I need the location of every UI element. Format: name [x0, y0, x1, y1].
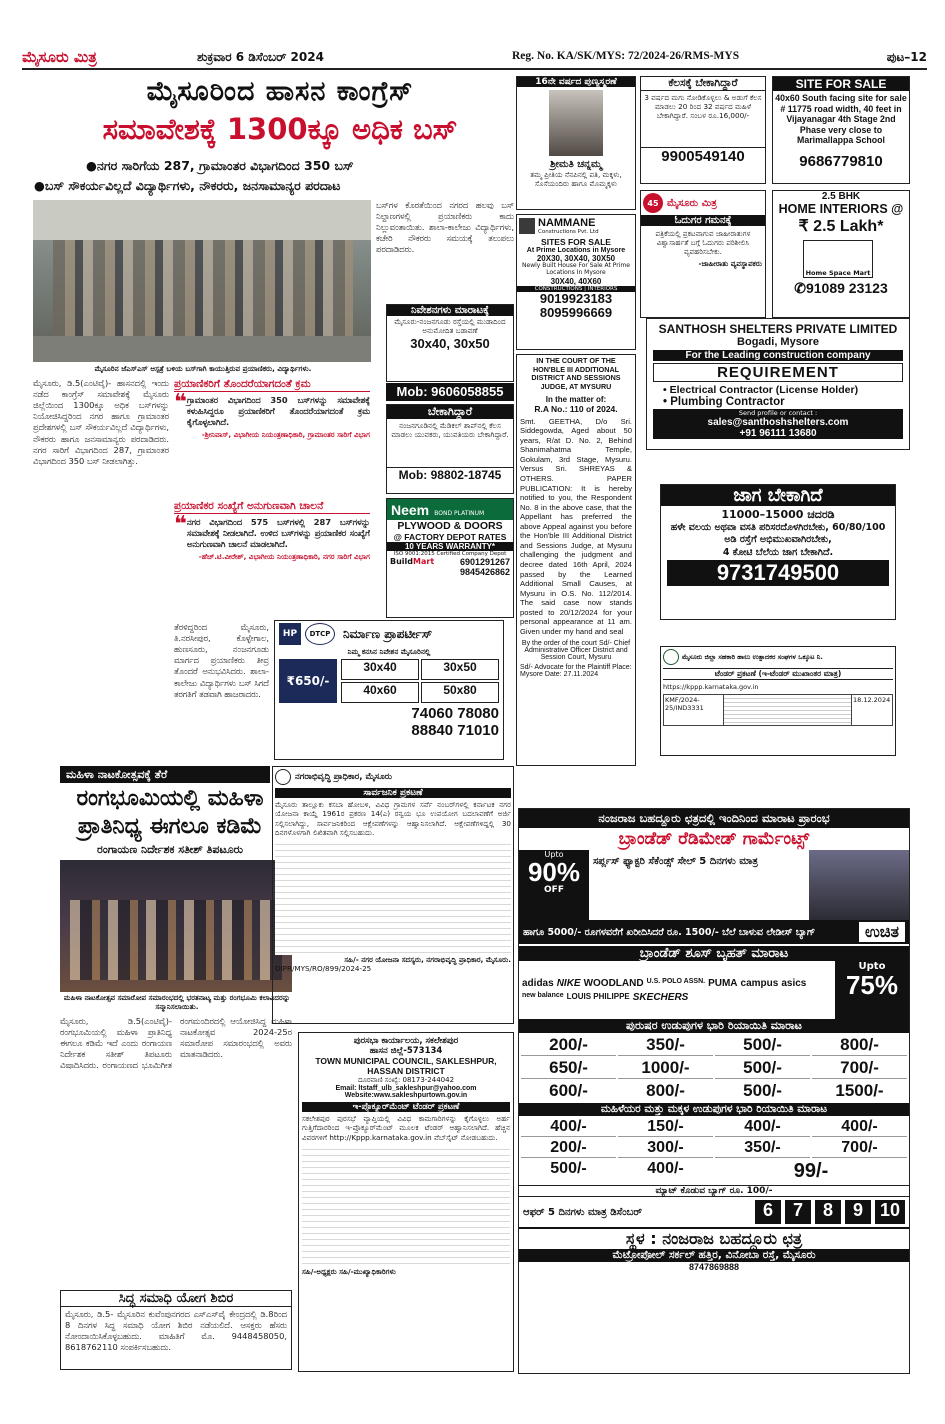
site-phone: 9686779810	[799, 153, 883, 170]
price-tag: 500/-	[743, 1081, 782, 1100]
santhosh-requirement: REQUIREMENT	[653, 363, 903, 382]
tmc-english-2: HASSAN DISTRICT	[367, 1066, 445, 1076]
price-tag: 500/-	[715, 1058, 810, 1079]
lead-sidebar-2	[174, 500, 370, 618]
santhosh-email: sales@santhoshshelters.com	[707, 417, 849, 428]
second-photo-caption: ಮಹಿಳಾ ನಾಟಕೋತ್ಸವ ಸಮಾರೋಪ ಸಮಾರಂಭದಲ್ಲಿ ಭರತನಾಟ್ಯ ಮತ್ತು ರಂಗಭೂಮಿ ಕಲಾವಿದರನ್ನು ಸನ್ಮಾನಿಸಲಾಯಿತು.	[63, 993, 291, 1011]
garments-top: ನಂಜರಾಜ ಬಹದ್ದೂರು ಛತ್ರದಲ್ಲಿ ಇಂದಿನಿಂದ ಮಾರಾಟ ಪ್ರಾರಂಭ	[519, 809, 909, 828]
price-tag: 700/-	[812, 1139, 907, 1158]
nammane-ad	[516, 214, 636, 350]
price-tag: 800/-	[646, 1081, 685, 1100]
dairy-title: ಟೆಂಡರ್ ಪ್ರಕಟಣೆ (ಇ-ಟೆಂಡರ್ ಮುಖಾಂತರ ಮಾತ್ರ)	[663, 668, 893, 680]
plots-phone: Mob: 9606058855	[386, 383, 514, 401]
plots-title: ನಿವೇಶನಗಳು ಮಾರಾಟಕ್ಕೆ	[387, 305, 513, 316]
nirmana-price: ₹650/-	[279, 659, 337, 703]
land-line-2: ಹಳೇ ವಲಯ ಅಥವಾ ವಸತಿ ಪರಿಸರದೊಳಗಿರಬೇಕು, 60/80/100 ಅಡಿ ರಸ್ತೆಗೆ ಅಭಿಮುಖವಾಗಿರಬೇಕು,	[670, 522, 886, 546]
sakleshpur-tender-notice	[298, 1032, 514, 1372]
nammane-brand: NAMMANE	[538, 217, 596, 229]
size-30x40: 30x40	[341, 659, 419, 680]
nammane-sub: Constructions Pvt. Ltd	[538, 229, 599, 235]
plots-for-sale-ad	[386, 304, 514, 382]
price-tag: 500/-	[715, 1035, 810, 1056]
nammane-line-4: Newly Built House For Sale At Prime Locations In Mysore	[522, 262, 630, 276]
discount-off: OFF	[544, 885, 564, 895]
second-headline-1: ರಂಗಭೂಮಿಯಲ್ಲಿ ಮಹಿಳಾ	[76, 786, 264, 811]
court-sign: By the order of the court Sd/- Chief Administrative Officer District and Session Court, Mysuru	[521, 639, 631, 661]
wanted-phone: Mob: 98802-18745	[387, 467, 513, 482]
garments-sale-ad	[518, 808, 910, 1374]
brand-puma: PUMA	[708, 977, 738, 989]
models-photo	[809, 850, 909, 920]
shoes-percent: 75%	[845, 970, 899, 1000]
brand-new-balance: new balance	[522, 991, 564, 999]
court-heading: IN THE COURT OF THE HON'BLE III ADDITIONAL DISTRICT AND SESSIONS JUDGE, AT MYSURU	[531, 356, 621, 391]
price-tag: 350/-	[618, 1035, 713, 1056]
dairy-site: https://kppp.karnataka.gov.in	[663, 683, 759, 691]
quote-mark: ❝	[174, 390, 187, 415]
lead-quote-1: ಗ್ರಾಮಾಂತರ ವಿಭಾಗದಿಂದ 350 ಬಸ್‌ಗಳನ್ನು ಸಮಾವೇಶಕ್ಕೆ ಕಳುಹಿಸಿದ್ದರೂ ಪ್ರಯಾಣಿಕರಿಗೆ ತೊಂದರೆಯಾಗದಂತೆ ಕ್ರಮ ಕೈಗೊಳ್ಳಲಾಗಿದೆ.	[186, 395, 370, 428]
hp-logo-icon: HP	[279, 623, 301, 645]
price-tag: 200/-	[521, 1035, 616, 1056]
tmc-tel: ದೂರವಾಣಿ ಸಂಖ್ಯೆ: 08173-244042	[357, 1076, 455, 1084]
tmc-english-1: TOWN MUNICIPAL COUNCIL, SAKLESHPUR,	[315, 1056, 497, 1066]
shoes-discount	[835, 961, 909, 1019]
neem-phone-2: 9845426862	[459, 567, 510, 577]
site-for-sale-ad	[772, 76, 910, 184]
land-wanted-ad	[660, 484, 896, 620]
second-kicker: ಮಹಿಳಾ ನಾಟಕೋತ್ಸವಕ್ಕೆ ತೆರೆ	[60, 766, 270, 783]
uda-body: ಮೈಸೂರು ತಾಲ್ಲೂಕು ಕಸಬಾ ಹೋಬಳಿ, ವಿವಿಧ ಗ್ರಾಮಗಳ ಸರ್ವೆ ನಂಬರ್‌ಗಳಲ್ಲಿ ಕರ್ನಾಟಕ ನಗರ ಯೋಜನಾ ಕಾಯ್ದೆ 1961ರ ಪ್ರಕರಣ 14(ಎ) ರನ್ವಯ ಭೂ ಉಪಯೋಗ ಬದಲಾವಣೆಗೆ ಅರ್ಜಿ ಸಲ್ಲಿಸಲಾಗಿದ್ದು, ಸಾರ್ವಜನಿಕರಿಂದ ಆಕ್ಷೇಪಣೆಗಳನ್ನು ಆಹ್ವಾನಿಸಲಾಗಿದೆ. ಆಕ್ಷೇಪಣೆಗಳಿದ್ದಲ್ಲಿ 30 ದಿನಗಳೊಳಗಾಗಿ ಲಿಖಿತವಾಗಿ ಸಲ್ಲಿಸಬಹುದು.	[275, 800, 511, 838]
discount-badge	[519, 850, 589, 920]
lead-right-text: ಬಸ್‌ಗಳ ಕೊರತೆಯಿಂದ ನಗರದ ಹಲವು ಬಸ್ ನಿಲ್ದಾಣಗಳಲ್ಲಿ ಪ್ರಯಾಣಿಕರು ಕಾದು ನಿಲ್ಲುವಂತಾಯಿತು. ಶಾಲಾ-ಕಾಲೇಜು ವಿದ್ಯಾರ್ಥಿಗಳು, ಕಚೇರಿ ನೌಕರರು ಸಮಯಕ್ಕೆ ತಲುಪಲು ಪರದಾಡಿದರು.	[376, 200, 514, 255]
obituary-name: ಶ್ರೀಮತಿ ಚನ್ನಮ್ಮ	[550, 159, 602, 170]
price-tag: 300/-	[618, 1139, 713, 1158]
kelasa-title: ಕೆಲಸಕ್ಕೆ ಬೇಕಾಗಿದ್ದಾರೆ	[641, 77, 765, 91]
garments-offer: ಹಾಗೂ 5000/- ರೂಗಳವರೆಗೆ ಖರೀದಿಸಿದರೆ ರೂ. 1500/- ಬೆಲೆ ಬಾಳುವ ಲೇಡೀಸ್ ಬ್ಯಾಗ್	[523, 926, 816, 938]
lead-photo-caption: ಮೈಸೂರಿನ ಜೆಎಸ್‌ಎಸ್ ಆಸ್ಪತ್ರೆ ಬಳಿಯ ಬಸ್‌ಗಾಗಿ ಕಾಯುತ್ತಿರುವ ಪ್ರಯಾಣಿಕರು, ವಿದ್ಯಾರ್ಥಿಗಳು.	[94, 364, 312, 373]
nirmana-title: ನಿರ್ಮಾಣ ಪ್ರಾಪರ್ಟೀಸ್	[343, 626, 433, 641]
santhosh-lead: For the Leading construction company	[653, 350, 903, 361]
brand-nike: NIKE	[556, 977, 581, 989]
uda-code: DIPR/MYS/RO/899/2024-25	[275, 964, 372, 974]
lead-bullet-1: ●ನಗರ ಸಾರಿಗೆಯ 287, ಗ್ರಾಮಾಂತರ ವಿಭಾಗದಿಂದ 350 ಬಸ್	[86, 158, 354, 173]
plots-text: ಮೈಸೂರು-ನಂಜನಗೂಡು ರಸ್ತೆಯಲ್ಲಿ ಮುಡಾದಿಂದ ಅನುಮೋದಿತ ಬಡಾವಣೆ	[394, 317, 506, 335]
nammane-phone-2: 8095996669	[539, 305, 613, 321]
lead-mid-column	[174, 622, 269, 760]
mens-price-grid	[519, 1033, 909, 1103]
second-body-text: ಮೈಸೂರು, ಡಿ.5(ಎಂಟಿವೈ)- ರಂಗಭೂಮಿಯಲ್ಲಿ ಮಹಿಳಾ ಪ್ರಾತಿನಿಧ್ಯ ಈಗಲೂ ಕಡಿಮೆ ಇದೆ ಎಂದು ರಂಗಾಯಣ ನಿರ್ದೇಶಕ ಸತೀಶ್ ತಿಪಟೂರು ವಿಷಾದಿಸಿದರು. ರಂಗಾಯಣದ ಭೂಮಿಗೀತ ರಂಗಮಂದಿರದಲ್ಲಿ ಆಯೋಜಿಸಿದ್ದ ಮಹಿಳಾ ನಾಟಕೋತ್ಸವ 2024-25ರ ಸಮಾರೋಪ ಸಮಾರಂಭದಲ್ಲಿ ಅವರು ಮಾತನಾಡಿದರು.	[60, 1016, 292, 1071]
nammane-line-5: 30X40, 40X60	[550, 276, 602, 286]
discount-percent: 90%	[527, 857, 581, 887]
quote-mark: ❝	[174, 512, 187, 537]
obituary-photo	[549, 90, 603, 156]
price-tag: 1000/-	[618, 1058, 713, 1079]
nammane-line-1: SITES FOR SALE	[541, 237, 611, 247]
price-tag: 350/-	[715, 1139, 810, 1158]
brand-logos	[519, 961, 835, 1019]
land-title: ಜಾಗ ಬೇಕಾಗಿದೆ	[661, 485, 895, 506]
santhosh-title: SANTHOSH SHELTERS PRIVATE LIMITED	[658, 322, 898, 336]
garments-foot-1: ಮ್ಯಾಟ್ ಕೊಡುವ ಬ್ಯಾಗ್ ರೂ. 100/-	[519, 1185, 909, 1197]
brand-us-polo: U.S. POLO ASSN.	[646, 977, 706, 985]
tmc-email: Email: ltstaff_ulb_sakleshpur@yahoo.com	[335, 1085, 477, 1092]
brand-louis-philippe: LOUIS PHILIPPE	[566, 991, 630, 1001]
santhosh-req-1: • Electrical Contractor (License Holder)	[663, 384, 859, 396]
neem-phone-1: 6901291267	[459, 557, 510, 567]
brand-woodland: WOODLAND	[583, 977, 644, 989]
uda-sign: ಸಹಿ/- ನಗರ ಯೋಜನಾ ಸದಸ್ಯರು, ನಗರಾಭಿವೃದ್ಧಿ ಪ್ರಾಧಿಕಾರ, ಮೈಸೂರು.	[344, 955, 511, 965]
neem-line-3: 10 YEARS WARRANTY*	[387, 542, 513, 551]
santhosh-shelters-ad	[646, 318, 910, 450]
whatsapp-icon: ✆	[794, 280, 806, 296]
lead-mid-text: ತೆರಳಿದ್ದರಿಂದ ಮೈಸೂರು, ತಿ.ನರಸೀಪುರ, ಕೊಳ್ಳೇಗಾಲ, ಹುಣಸೂರು, ನಂಜನಗೂಡು ಮಾರ್ಗದ ಪ್ರಯಾಣಿಕರು ತೀವ್ರ ತೊಂದರೆ ಅನುಭವಿಸಿದರು. ಶಾಲಾ-ಕಾಲೇಜು ವಿದ್ಯಾರ್ಥಿಗಳು ಬಸ್ ಸಿಗದೆ ತರಗತಿಗೆ ತಡವಾಗಿ ಹಾಜರಾದರು.	[174, 622, 269, 699]
sale-day: 6	[755, 1200, 781, 1224]
brand-campus: campus	[740, 977, 779, 989]
interiors-brand: Home Space Mart	[805, 269, 871, 277]
issue-date: ಶುಕ್ರವಾರ 6 ಡಿಸೆಂಬರ್ 2024	[197, 50, 324, 64]
nirmana-properties-ad	[274, 620, 504, 760]
lead-subhead-2: ಪ್ರಯಾಣಿಕರ ಸಂಖ್ಯೆಗೆ ಅನುಗುಣವಾಗಿ ಚಾಲನೆ	[174, 500, 370, 514]
price-tag: 400/-	[812, 1118, 907, 1137]
dairy-date: 18.12.2024	[853, 696, 891, 704]
uda-public-notice	[272, 766, 514, 1024]
price-tag: 650/-	[521, 1058, 616, 1079]
interiors-line-1: 2.5 BHK	[821, 191, 861, 202]
notice-logo: ಮೈಸೂರು ಮಿತ್ರ	[667, 197, 717, 209]
dairy-head: ಮೈಸೂರು ಜಿಲ್ಲಾ ಸಹಕಾರಿ ಹಾಲು ಉತ್ಪಾದಕರ ಸಂಘಗಳ ಒಕ್ಕೂಟ ನಿ.	[682, 652, 823, 661]
neem-iso: ISO 9001:2015 Certified Company Depot	[393, 551, 507, 557]
tmc-web: Website:www.sakleshpurtown.gov.in	[344, 1092, 468, 1099]
tmc-body: ಸಕಲೇಶಪುರ ಪುರಸಭೆ ವ್ಯಾಪ್ತಿಯಲ್ಲಿ ವಿವಿಧ ಕಾಮಗಾರಿಗಳನ್ನು ಕೈಗೊಳ್ಳಲು ಅರ್ಹ ಗುತ್ತಿಗೆದಾರರಿಂದ ಇ-ಪ್ರೊಕ್ಯೂರ್‌ಮೆಂಟ್ ಮೂಲಕ ಟೆಂಡರ್ ಆಹ್ವಾನಿಸಲಾಗಿದೆ. ಹೆಚ್ಚಿನ ವಿವರಗಳಿಗೆ http://Kppp.karnataka.gov.in ವೆಬ್‌ಸೈಟ್ ನೋಡಬಹುದು.	[302, 1114, 510, 1142]
readers-notice-ad	[640, 190, 766, 318]
interiors-line-2: HOME INTERIORS @	[778, 202, 904, 216]
santhosh-place: Bogadi, Mysore	[737, 336, 819, 348]
nammane-line-3: 20X30, 30X40, 30X50	[536, 254, 616, 263]
santhosh-send: Send profile or contact :	[738, 409, 818, 417]
garments-title: ಬ್ರಾಂಡೆಡ್ ರೆಡಿಮೇಡ್ ಗಾರ್ಮೆಂಟ್ಸ್	[618, 829, 810, 849]
nirmana-line: ನಿಮ್ಮ ಕನಸಿನ ನಿವೇಶನ ಮೈಸೂರಿನಲ್ಲಿ	[347, 647, 431, 656]
garments-free: ಉಚಿತ	[859, 922, 905, 942]
lead-subhead-1: ಪ್ರಯಾಣಿಕರಿಗೆ ತೊಂದರೆಯಾಗದಂತೆ ಕ್ರಮ	[174, 378, 370, 392]
site-title: SITE FOR SALE	[773, 77, 909, 91]
price-tag: 200/-	[521, 1139, 616, 1158]
sale-day: 10	[875, 1200, 905, 1224]
interiors-phone	[773, 280, 909, 297]
price-tag: 500/-	[550, 1160, 587, 1177]
neem-brand: Neem	[391, 502, 430, 518]
wanted-title: ಬೇಕಾಗಿದ್ದಾರೆ	[387, 405, 513, 419]
notice-text: ಪತ್ರಿಕೆಯಲ್ಲಿ ಪ್ರಕಟವಾಗುವ ಜಾಹೀರಾತುಗಳ ವಿಶ್ವಾಸಾರ್ಹತೆ ಬಗ್ಗೆ ಓದುಗರು ಪರಿಶೀಲಿಸಿ ವ್ಯವಹರಿಸಬೇಕು.	[655, 229, 751, 256]
garments-sale-text: ಸರ್ಪ್ಲಸ್ ಫ್ಯಾಕ್ಟರಿ ಸೆಕೆಂಡ್ಸ್ ಸೇಲ್ 5 ದಿನಗಳು ಮಾತ್ರ	[593, 856, 759, 867]
nirmana-phone-1: 74060 78080	[411, 705, 499, 722]
yoga-body: ಮೈಸೂರು, ಡಿ.5- ಮೈಸೂರಿನ ಕುವೆಂಪುನಗರದ ಎಸ್‌ಎಸ್‌ವೈ ಕೇಂದ್ರದಲ್ಲಿ ಡಿ.8ರಿಂದ 8 ದಿನಗಳ ಸಿದ್ಧ ಸಮಾಧಿ ಯೋಗ ಶಿಬಿರ ನಡೆಯಲಿದೆ. ಆಸಕ್ತರು ಹೆಸರು ನೋಂದಾಯಿಸಿಕೊಳ್ಳಬಹುದು. ಮಾಹಿತಿಗೆ ಮೊ. 9448458050, 8618762110 ಸಂಪರ್ಕಿಸಬಹುದು.	[65, 1309, 287, 1353]
wanted-text: ನಂಜನಗೂಡಿನಲ್ಲಿ ಮೆಡಿಕಲ್ ಶಾಪ್‌ನಲ್ಲಿ ಕೆಲಸ ಮಾಡಲು ಯುವಕರು, ಯುವತಿಯರು ಬೇಕಾಗಿದ್ದಾರೆ.	[391, 421, 509, 439]
tmc-sign: ಸಹಿ/-ಅಧ್ಯಕ್ಷರು ಸಹಿ/-ಮುಖ್ಯಾಧಿಕಾರಿಗಳು	[302, 1267, 396, 1277]
womens-price-grid	[519, 1116, 909, 1185]
interiors-line-3: ₹ 2.5 Lakh*	[798, 218, 884, 235]
second-photo	[60, 860, 292, 992]
kelasa-phone: 9900549140	[641, 147, 765, 165]
sale-day: 9	[845, 1200, 871, 1224]
court-notice	[516, 354, 636, 766]
price-tag: 99/-	[793, 1160, 829, 1182]
notice-title: ಓದುಗರ ಗಮನಕ್ಕೆ	[641, 215, 765, 226]
obituary-title: 16ನೇ ವರ್ಷದ ಪುಣ್ಯಸ್ಮರಣೆ	[517, 77, 635, 87]
court-foot: Sd/- Advocate for the Plaintiff Place: Mysore Date: 27.11.2024	[520, 663, 632, 678]
lead-quote-2: ನಗರ ವಿಭಾಗದಿಂದ 575 ಬಸ್‌ಗಳಲ್ಲಿ 287 ಬಸ್‌ಗಳನ್ನು ಸಮಾವೇಶಕ್ಕೆ ನೀಡಲಾಗಿದೆ. ಉಳಿದ ಬಸ್‌ಗಳನ್ನು ಪ್ರಯಾಣಿಕರ ಸಂಖ್ಯೆಗೆ ಅನುಗುಣವಾಗಿ ಚಾಲನೆ ಮಾಡಲಾಗಿದೆ.	[186, 517, 370, 550]
plots-size: 30x40, 30x50	[410, 336, 490, 351]
interiors-phone-number: 91089 23123	[805, 280, 888, 296]
size-40x60: 40x60	[341, 682, 419, 703]
site-text: 40x60 South facing site for sale # 11775 road width, 40 feet in Vijayanagar 4th Stage 2nd Phase very close to Marimallappa School	[775, 93, 907, 146]
lead-sidebar-1	[174, 378, 370, 498]
home-space-logo-icon	[803, 240, 873, 278]
price-tag: 400/-	[521, 1118, 616, 1137]
anniversary-badge-icon: 45	[643, 193, 663, 213]
second-body	[60, 1016, 292, 1286]
masthead	[22, 48, 927, 70]
lead-signature-2: -ಹೆಚ್.ಟಿ.ವೀರೇಶ್, ವಿಭಾಗೀಯ ನಿಯಂತ್ರಣಾಧಿಕಾರಿ, ನಗರ ಸಾರಿಗೆ ವಿಭಾಗ	[198, 552, 370, 562]
lead-body-text: ಮೈಸೂರು, ಡಿ.5(ಎಂಟಿವೈ)- ಹಾಸನದಲ್ಲಿ ಇಂದು ನಡೆದ ಕಾಂಗ್ರೆಸ್ ಸಮಾವೇಶಕ್ಕೆ ಮೈಸೂರು ಜಿಲ್ಲೆಯಿಂದ 1300ಕ್ಕೂ ಅಧಿಕ ಬಸ್‌ಗಳನ್ನು ನಿಯೋಜಿಸಿದ್ದರಿಂದ ನಗರ ಹಾಗೂ ಗ್ರಾಮಾಂತರ ಪ್ರದೇಶಗಳಲ್ಲಿ ಬಸ್ ಸೌಕರ್ಯವಿಲ್ಲದೆ ವಿದ್ಯಾರ್ಥಿಗಳು, ನೌಕರರು ಹಾಗೂ ಜನಸಾಮಾನ್ಯರು ಪರದಾಡಿದರು. ನಗರ ಸಾರಿಗೆ ವಿಭಾಗದಿಂದ 287, ಗ್ರಾಮಾಂತರ ವಿಭಾಗದಿಂದ 350 ಬಸ್ ನೀಡಲಾಗಿತ್ತು.	[33, 378, 169, 466]
venue: ಸ್ಥಳ : ನಂಜರಾಜ ಬಹದ್ದೂರು ಛತ್ರ	[519, 1227, 909, 1249]
price-tag: 400/-	[647, 1160, 684, 1177]
neem-line-2: @ FACTORY DEPOT RATES	[393, 532, 507, 542]
brand-skechers: SKECHERS	[632, 991, 689, 1003]
yoga-title: ಸಿದ್ಧ ಸಮಾಧಿ ಯೋಗ ಶಿಬಿರ	[61, 1291, 291, 1307]
brand-asics: asics	[781, 977, 807, 989]
obituary-box	[516, 76, 636, 210]
dairy-tender-notice	[660, 646, 896, 756]
price-tag: 600/-	[549, 1081, 588, 1100]
land-line-3: 4 ಕೋಟಿ ಬೆಲೆಯ ಜಾಗ ಬೇಕಾಗಿದೆ.	[722, 546, 834, 558]
tmc-title: ಇ-ಪ್ರೊಕ್ಯೂರ್‌ಮೆಂಟ್ ಟೆಂಡರ್ ಪ್ರಕಟಣೆ	[302, 1102, 510, 1112]
venue-address: ಮೆಟ್ರೋಪೋಲ್ ಸರ್ಕಲ್ ಹತ್ತಿರ, ವಿನೋಬಾ ರಸ್ತೆ, ಮೈಸೂರು	[519, 1249, 909, 1262]
page-number: ಪುಟ–12	[886, 50, 927, 64]
kelasa-text: 3 ವರ್ಷದ ಮಗು ನೋಡಿಕೊಳ್ಳಲು & ಅಡುಗೆ ಕೆಲಸ ಮಾಡಲು 20 ರಿಂದ 32 ವರ್ಷದ ಮಹಿಳೆ ಬೇಕಾಗಿದ್ದಾರೆ. ಸಂಬಳ ರೂ.16,000/-	[644, 93, 762, 120]
shoes-upto: Upto	[858, 961, 886, 972]
registration-number: Reg. No. KA/SK/MYS: 72/2024-26/RMS-MYS	[512, 50, 740, 62]
santhosh-phone: +91 96111 13680	[739, 428, 817, 439]
santhosh-req-2: • Plumbing Contractor	[663, 396, 785, 408]
land-phone: 9731749500	[667, 560, 889, 586]
nammane-logo-icon	[519, 218, 535, 234]
court-body: Smt. GEETHA, D/o Sri. Siddegowda, Aged about 50 years, R/at D. No. 2, Behind Shanimahatma Temple, Gokulam, 3rd Stage, Mysuru. Versus Sri. SHREYAS & OTHERS. PAPER PUBLICATION: It is hereby notified to you, the Respondent No. 8 in the above case, that the Appellant has preferred the above Appeal against you before the Hon'ble III Additional District and Sessions Judge, at Mysuru challenging the judgment and decree dated 16th April, 2024 passed by the Learned Additional Small Causes, at Mysuru in O.S. No. 112/2014. The said case now stands posted to 20/12/2024 for your personal appearance at 11 am. Given under my hand and seal	[520, 416, 632, 636]
kelasa-ad	[640, 76, 766, 184]
dairy-ref: KMF/2024-25/IND3331	[664, 695, 724, 725]
price-tag: 150/-	[618, 1118, 713, 1137]
nirmana-phone-2: 88840 71010	[411, 721, 499, 739]
court-ra-number: R.A No.: 110 of 2024.	[534, 403, 618, 414]
womens-banner: ಮಹಿಳೆಯರ ಮತ್ತು ಮಕ್ಕಳ ಉಡುಪುಗಳ ಭಾರಿ ರಿಯಾಯಿತಿ ಮಾರಾಟ	[519, 1103, 909, 1116]
mens-banner: ಪುರುಷರ ಉಡುಪುಗಳ ಭಾರಿ ರಿಯಾಯಿತಿ ಮಾರಾಟ	[519, 1019, 909, 1033]
uda-head: ನಗರಾಭಿವೃದ್ಧಿ ಪ್ರಾಧಿಕಾರ, ಮೈಸೂರು	[295, 772, 392, 782]
lead-signature-1: -ಶ್ರೀನಿವಾಸ್, ವಿಭಾಗೀಯ ನಿಯಂತ್ರಣಾಧಿಕಾರಿ, ಗ್ರಾಮಾಂತರ ಸಾರಿಗೆ ವಿಭಾಗ	[201, 430, 370, 440]
wanted-ad	[386, 404, 514, 494]
price-tag: 800/-	[812, 1035, 907, 1056]
dairy-logo-icon	[663, 649, 679, 665]
garments-phone: 8747869888	[688, 1262, 740, 1272]
sale-day: 8	[815, 1200, 841, 1224]
lead-body-column	[33, 378, 169, 760]
land-line-1: 11000–15000 ಚದರಡಿ	[721, 508, 835, 521]
sale-day: 7	[785, 1200, 811, 1224]
nammane-phone-1: 9019923183	[539, 290, 613, 306]
price-tag: 700/-	[812, 1058, 907, 1079]
size-50x80: 50x80	[421, 682, 499, 703]
uda-title: ಸಾರ್ವಜನಿಕ ಪ್ರಕಟಣೆ	[275, 788, 511, 798]
state-emblem-icon	[275, 769, 291, 785]
lead-headline-2: ಸಮಾವೇಶಕ್ಕೆ 1300ಕ್ಕೂ ಅಧಿಕ ಬಸ್	[102, 112, 458, 146]
size-30x50: 30x50	[421, 659, 499, 680]
second-subline: ರಂಗಾಯಣ ನಿರ್ದೇಶಕ ಸತೀಶ್ ತಿಪಟೂರು	[97, 843, 243, 856]
yoga-camp-box	[60, 1290, 292, 1370]
second-headline-2: ಪ್ರಾತಿನಿಧ್ಯ ಈಗಲೂ ಕಡಿಮೆ	[77, 814, 263, 839]
notice-sign: -ಜಾಹೀರಾತು ವ್ಯವಸ್ಥಾಪಕರು	[698, 259, 762, 268]
dtcp-badge: DTCP	[305, 623, 335, 645]
lead-photo	[33, 200, 371, 362]
discount-upto: Upto	[544, 850, 564, 859]
neem-plywood-ad	[386, 498, 514, 618]
nammane-line-6: CONSTRUCTIONS | INTERIORS	[517, 286, 635, 292]
dates-label: ಆಫರ್ 5 ದಿನಗಳು ಮಾತ್ರ ಡಿಸೆಂಬರ್	[523, 1206, 642, 1218]
brand-adidas: adidas	[522, 977, 554, 989]
neem-sub: BOND PLATINUM	[434, 510, 485, 517]
buildmart-logo-icon: BuildMart	[390, 557, 435, 566]
tmc-kannada-2: ಹಾಸನ ಜಿಲ್ಲೆ-573134	[369, 1046, 443, 1056]
lead-headline-1: ಮೈಸೂರಿಂದ ಹಾಸನ ಕಾಂಗ್ರೆಸ್	[146, 76, 414, 107]
price-tag: 400/-	[715, 1118, 810, 1137]
price-tag: 1500/-	[835, 1081, 884, 1100]
neem-line-1: PLYWOOD & DOORS	[397, 520, 503, 532]
tmc-kannada-1: ಪುರಸಭಾ ಕಾರ್ಯಾಲಯ, ಸಕಲೇಶಪುರ	[353, 1036, 459, 1046]
shoes-banner: ಬ್ರಾಂಡೆಡ್ ಶೂಸ್ ಬೃಹತ್ ಮಾರಾಟ	[519, 946, 909, 961]
court-matter: In the matter of:	[545, 394, 607, 404]
newspaper-logo: ಮೈಸೂರು ಮಿತ್ರ	[22, 48, 97, 66]
nammane-line-2: At Prime Locations in Mysore	[526, 247, 626, 254]
obituary-text: ತಮ್ಮ ಪ್ರೀತಿಯ ನೆನಪಿನಲ್ಲಿ ಪತಿ, ಮಕ್ಕಳು, ಸೊಸೆಯಂದಿರು ಹಾಗೂ ಮೊಮ್ಮಕ್ಕಳು	[530, 170, 622, 188]
home-interiors-ad	[772, 190, 910, 318]
lead-bullet-2: ●ಬಸ್ ಸೌಕರ್ಯವಿಲ್ಲದೆ ವಿದ್ಯಾರ್ಥಿಗಳು, ನೌಕರರು, ಜನಸಾಮಾನ್ಯರ ಪರದಾಟ	[34, 178, 341, 193]
